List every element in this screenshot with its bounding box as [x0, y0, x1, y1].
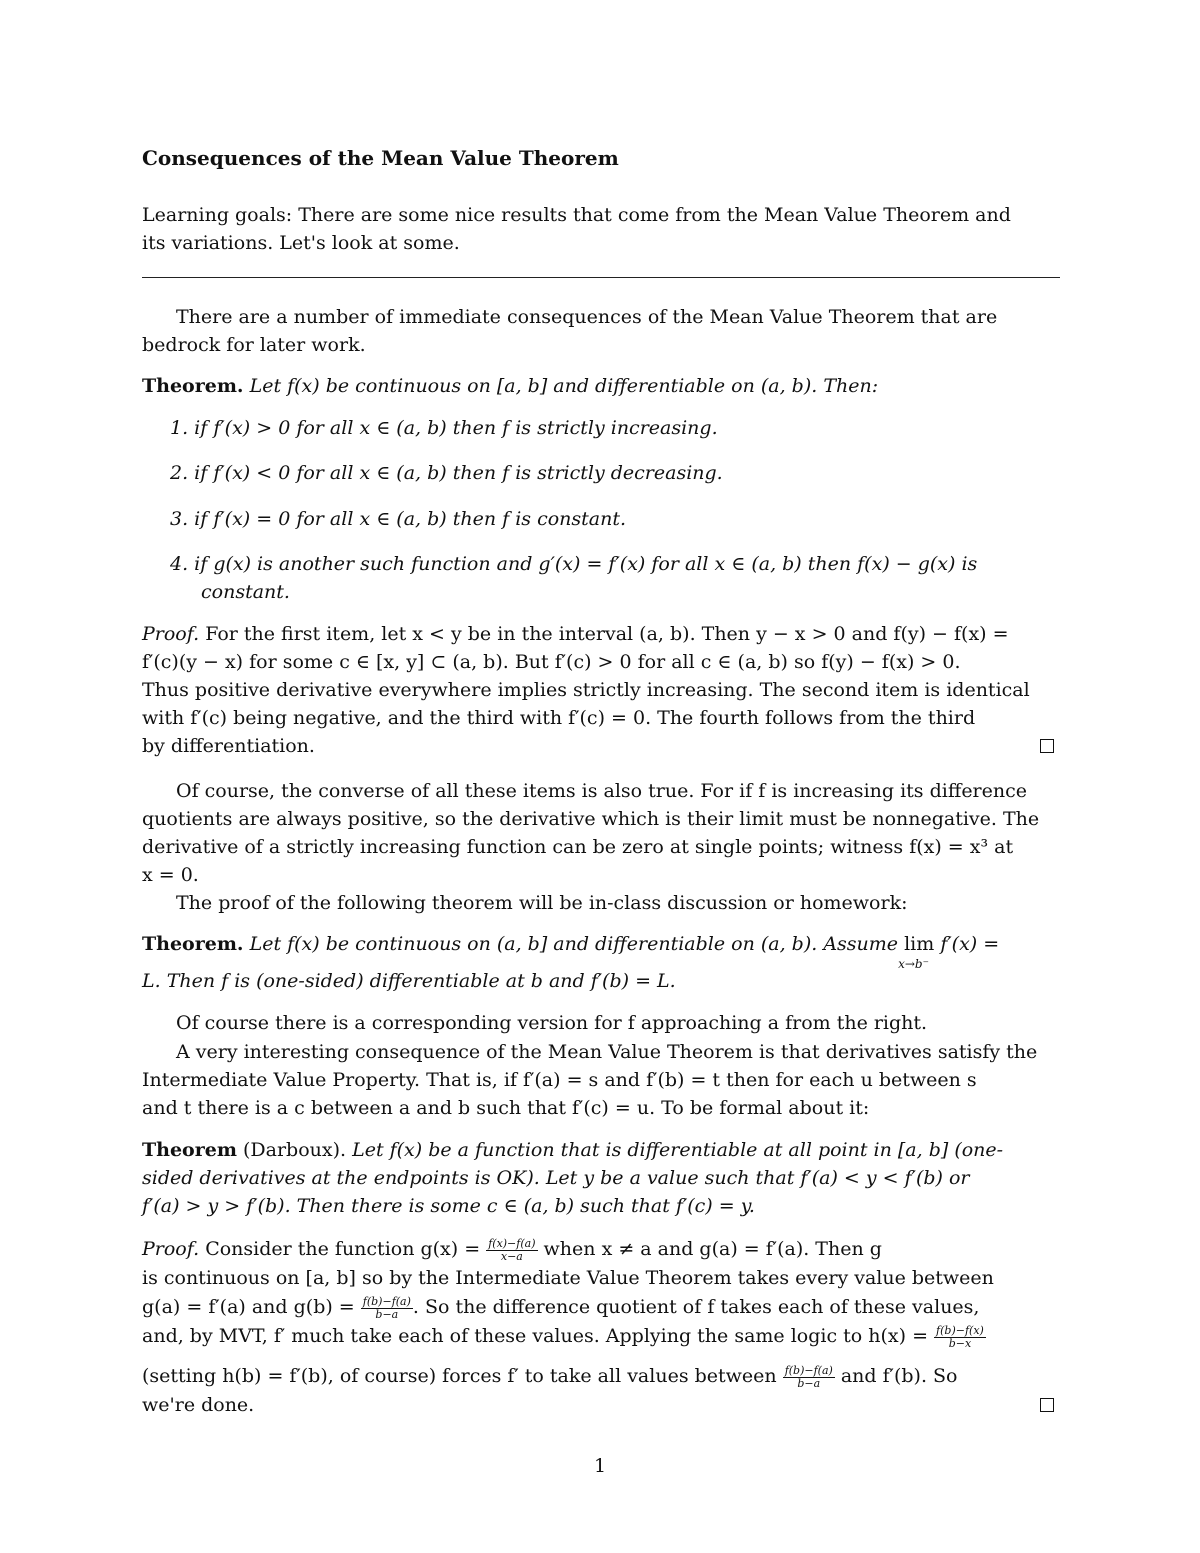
limit-word: lim [904, 933, 935, 955]
qed-box-2 [1040, 1398, 1054, 1412]
converse-line-2: quotients are always positive, so the derivative which is their limit must be nonnegative. The [142, 808, 1040, 830]
fraction-1-denominator: x−a [500, 1249, 523, 1263]
theorem-2-text: Let f(x) be continuous on (a, b] and differentiable on (a, b). Assume [249, 933, 899, 955]
theorem-2-line-2: L. Then f is (one-sided) differentiable at b and f′(b) = L. [142, 970, 676, 992]
fraction-2-numerator: f(b)−f(a) [362, 1294, 411, 1308]
fraction-1 [486, 1238, 537, 1263]
proof-2-text-4a: and, by MVT, f′ much take each of these values. Applying the same logic to h(x) = [142, 1325, 928, 1347]
converse-line-1: Of course, the converse of all these items is also true. For if f is increasing its difference [176, 780, 1028, 802]
converse-line-3: derivative of a strictly increasing function can be zero at single points; witness f(x) = x³ at [142, 836, 1014, 858]
proof-2-text-1a: Consider the function g(x) = [205, 1238, 481, 1260]
proof-next-line: The proof of the following theorem will be in-class discussion or homework: [176, 892, 908, 914]
page-title: Consequences of the Mean Value Theorem [142, 146, 619, 170]
proof-2-text-5b: and f′(b). So [840, 1365, 958, 1387]
fraction-3-denominator: b−x [948, 1336, 972, 1350]
page-number: 1 [593, 1455, 607, 1477]
fraction-4-denominator: b−a [797, 1376, 821, 1390]
theorem-1-item-1: 1. if f′(x) > 0 for all x ∈ (a, b) then f is strictly increasing. [170, 417, 718, 439]
proof-1-line-5: by differentiation. [142, 735, 315, 757]
theorem-1-label: Theorem. [142, 375, 244, 397]
proof-2-line-4 [142, 1324, 1060, 1350]
proof-2-line-1 [142, 1237, 1060, 1263]
theorem-3-line-2: sided derivatives at the endpoints is OK). Let y be a value such that f′(a) < y < f′(b) or [142, 1167, 970, 1189]
ivp-line-2: Intermediate Value Property. That is, if f′(a) = s and f′(b) = t then for each u between s [142, 1069, 977, 1091]
proof-2-text-3a: g(a) = f′(a) and g(b) = [142, 1296, 355, 1318]
theorem-1-item-4-cont: constant. [201, 581, 290, 603]
theorem-3-line-3: f′(a) > y > f′(b). Then there is some c ∈ (a, b) such that f′(c) = y. [142, 1195, 755, 1217]
proof-2-line-6: we're done. [142, 1394, 255, 1416]
intro-line-2: bedrock for later work. [142, 334, 366, 356]
qed-box-1 [1040, 739, 1054, 753]
theorem-1-item-2: 2. if f′(x) < 0 for all x ∈ (a, b) then f is strictly decreasing. [170, 462, 723, 484]
proof-2-text-3b: . So the difference quotient of f takes each of these values, [412, 1296, 980, 1318]
fraction-3-numerator: f(b)−f(x) [936, 1323, 984, 1337]
proof-2-label: Proof. [142, 1238, 200, 1260]
learning-goals-line-1: Learning goals: There are some nice results that come from the Mean Value Theorem and [142, 204, 1011, 226]
divider-rule [142, 277, 1060, 278]
proof-1-line-1 [142, 622, 1060, 646]
fraction-4 [783, 1365, 835, 1390]
theorem-1-statement [142, 374, 1060, 398]
proof-1-text-1: For the first item, let x < y be in the interval (a, b). Then y − x > 0 and f(y) − f(x) = [205, 623, 1009, 645]
corresponding-version-line: Of course there is a corresponding version for f approaching a from the right. [176, 1012, 928, 1034]
converse-line-4: x = 0. [142, 864, 199, 886]
theorem-2-line-1 [142, 932, 1060, 971]
fraction-4-numerator: f(b)−f(a) [784, 1363, 833, 1377]
limit-subscript: x→b⁻ [898, 957, 929, 971]
proof-1-line-2: f′(c)(y − x) for some c ∈ [x, y] ⊂ (a, b). But f′(c) > 0 for all c ∈ (a, b) so f(y) − f(x) > 0. [142, 651, 961, 673]
theorem-3-name: (Darboux). [242, 1139, 347, 1161]
intro-line-1: There are a number of immediate consequences of the Mean Value Theorem that are [176, 306, 998, 328]
proof-2-line-2: is continuous on [a, b] so by the Intermediate Value Theorem takes every value between [142, 1267, 994, 1289]
fraction-2 [361, 1296, 413, 1321]
theorem-1-item-4: 4. if g(x) is another such function and g′(x) = f′(x) for all x ∈ (a, b) then f(x) − g(x) is [170, 553, 978, 575]
theorem-1-item-3: 3. if f′(x) = 0 for all x ∈ (a, b) then f is constant. [170, 508, 627, 530]
theorem-3-label: Theorem [142, 1139, 237, 1161]
proof-2-line-3 [142, 1295, 1060, 1321]
theorem-1-text: Let f(x) be continuous on [a, b] and differentiable on (a, b). Then: [249, 375, 879, 397]
proof-2-text-1b: when x ≠ a and g(a) = f′(a). Then g [543, 1238, 882, 1260]
theorem-3-text-1: Let f(x) be a function that is differentiable at all point in [a, b] (one- [352, 1139, 1004, 1161]
learning-goals-line-2: its variations. Let's look at some. [142, 232, 460, 254]
fraction-3 [934, 1325, 986, 1350]
fraction-1-numerator: f(x)−f(a) [488, 1236, 536, 1250]
proof-1-line-4: with f′(c) being negative, and the third with f′(c) = 0. The fourth follows from the third [142, 707, 976, 729]
theorem-2-label: Theorem. [142, 933, 244, 955]
limit-expression [898, 932, 935, 971]
ivp-line-1: A very interesting consequence of the Mean Value Theorem is that derivatives satisfy the [176, 1041, 1038, 1063]
proof-1-label: Proof. [142, 623, 200, 645]
proof-2-text-5a: (setting h(b) = f′(b), of course) forces f′ to take all values between [142, 1365, 777, 1387]
fraction-2-denominator: b−a [375, 1307, 399, 1321]
ivp-line-3: and t there is a c between a and b such that f′(c) = u. To be formal about it: [142, 1097, 870, 1119]
theorem-3-line-1 [142, 1138, 1060, 1162]
proof-1-line-3: Thus positive derivative everywhere implies strictly increasing. The second item is identical [142, 679, 1030, 701]
theorem-2-text-end: f′(x) = [940, 933, 1000, 955]
proof-2-line-5 [142, 1364, 1060, 1390]
